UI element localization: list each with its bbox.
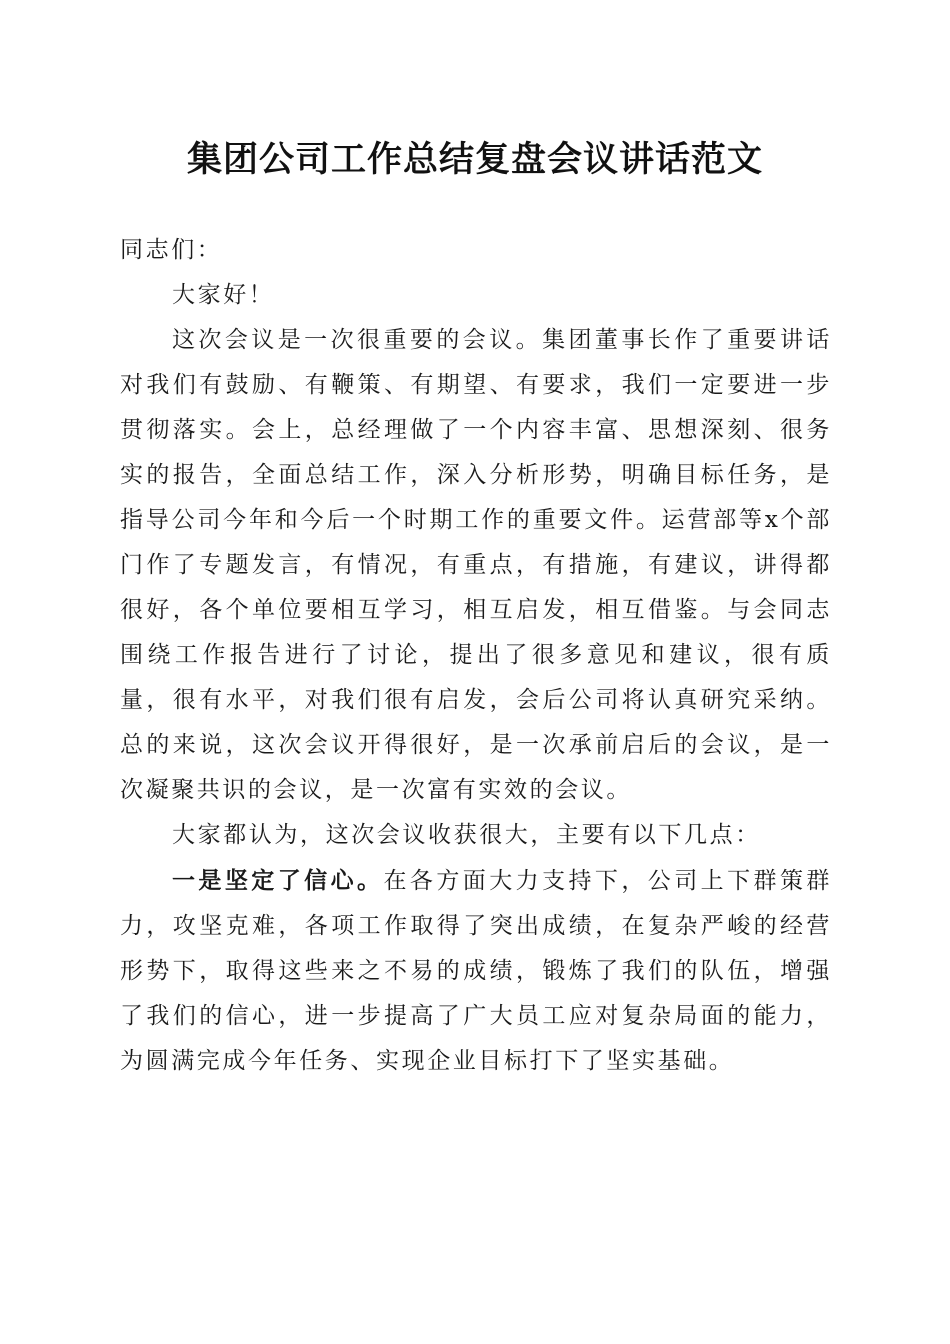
point-one-lead: 一是坚定了信心。: [172, 867, 384, 894]
paragraph-point-one: [120, 858, 832, 1084]
greeting: 大家好！: [172, 282, 275, 308]
salutation: 同志们：: [120, 237, 223, 263]
document-title: 集团公司工作总结复盘会议讲话范文: [186, 139, 763, 180]
paragraph-meeting-summary: 这次会议是一次很重要的会议。集团董事长作了重要讲话对我们有鼓励、有鞭策、有期望、有要求，我们一定要进一步贯彻落实。会上，总经理做了一个内容丰富、思想深刻、很务实的报告，全面总结工作，深入分析形势，明确目标任务，是指导公司今年和今后一个时期工作的重要文件。运营部等x个部门作了专题发言，有情况，有重点，有措施，有建议，讲得都很好，各个单位要相互学习，相互启发，相互借鉴。与会同志围绕工作报告进行了讨论，提出了很多意见和建议，很有质量，很有水平，对我们很有启发，会后公司将认真研究采纳。总的来说，这次会议开得很好，是一次承前启后的会议，是一次凝聚共识的会议，是一次富有实效的会议。: [120, 327, 832, 803]
paragraph-gains-intro: 大家都认为，这次会议收获很大，主要有以下几点：: [172, 822, 761, 848]
document-body: [120, 228, 832, 1084]
point-one-text: 在各方面大力支持下，公司上下群策群力，攻坚克难，各项工作取得了突出成绩，在复杂严峻的经营形势下，取得这些来之不易的成绩，锻炼了我们的队伍，增强了我们的信心，进一步提高了广大员工应对复杂局面的能力，为圆满完成今年任务、实现企业目标打下了坚实基础。: [120, 868, 832, 1074]
